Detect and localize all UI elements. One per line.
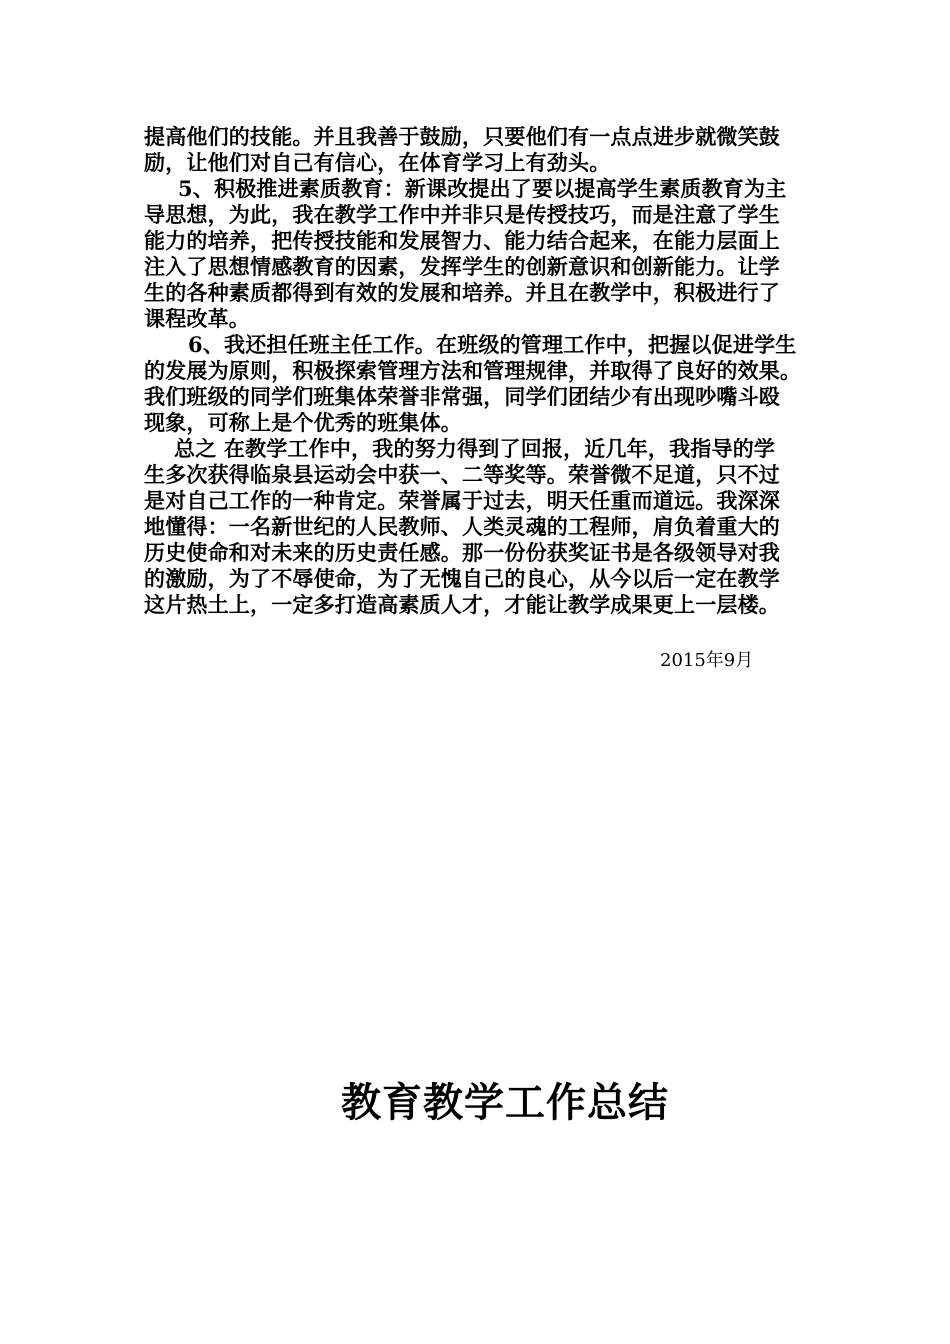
text-line: 5、积极推进素质教育：新课改提出了要以提高学生素质教育为主 — [178, 176, 787, 201]
document-title: 教育教学工作总结 — [341, 1079, 669, 1126]
text-line: 课程改革。 — [144, 306, 250, 331]
text-line: 励，让他们对自己有信心，在体育学习上有劲头。 — [144, 150, 611, 175]
text-line: 的激励，为了不辱使命，为了无愧自己的良心，从今以后一定在教学 — [144, 566, 780, 591]
text-line: 提高他们的技能。并且我善于鼓励，只要他们有一点点进步就微笑鼓 — [144, 124, 780, 149]
text-line: 的发展为原则，积极探索管理方法和管理规律，并取得了良好的效果。 — [144, 358, 802, 383]
document-date: 2015年9月 — [660, 650, 754, 671]
text-line: 总之 在教学工作中，我的努力得到了回报，近几年，我指导的学 — [174, 436, 776, 461]
text-line: 导思想，为此，我在教学工作中并非只是传授技巧，而是注意了学生 — [144, 202, 780, 227]
text-line: 这片热土上，一定多打造高素质人才，才能让教学成果更上一层楼。 — [144, 592, 780, 617]
text-line: 历史使命和对未来的历史责任感。那一份份获奖证书是各级领导对我 — [144, 540, 780, 565]
text-line: 能力的培养，把传授技能和发展智力、能力结合起来，在能力层面上 — [144, 228, 780, 253]
body-text — [144, 124, 812, 618]
text-line: 现象，可称上是个优秀的班集体。 — [144, 410, 462, 435]
text-line: 是对自己工作的一种肯定。荣誉属于过去，明天任重而道远。我深深 — [144, 488, 780, 513]
text-line: 我们班级的同学们班集体荣誉非常强，同学们团结少有出现吵嘴斗殴 — [144, 384, 780, 409]
text-line: 6、我还担任班主任工作。在班级的管理工作中，把握以促进学生 — [188, 332, 797, 357]
text-line: 生多次获得临泉县运动会中获一、二等奖等。荣誉微不足道，只不过 — [144, 462, 780, 487]
text-line: 生的各种素质都得到有效的发展和培养。并且在教学中，积极进行了 — [144, 280, 780, 305]
text-line: 地懂得：一名新世纪的人民教师、人类灵魂的工程师，肩负着重大的 — [144, 514, 780, 539]
text-line: 注入了思想情感教育的因素，发挥学生的创新意识和创新能力。让学 — [144, 254, 780, 279]
